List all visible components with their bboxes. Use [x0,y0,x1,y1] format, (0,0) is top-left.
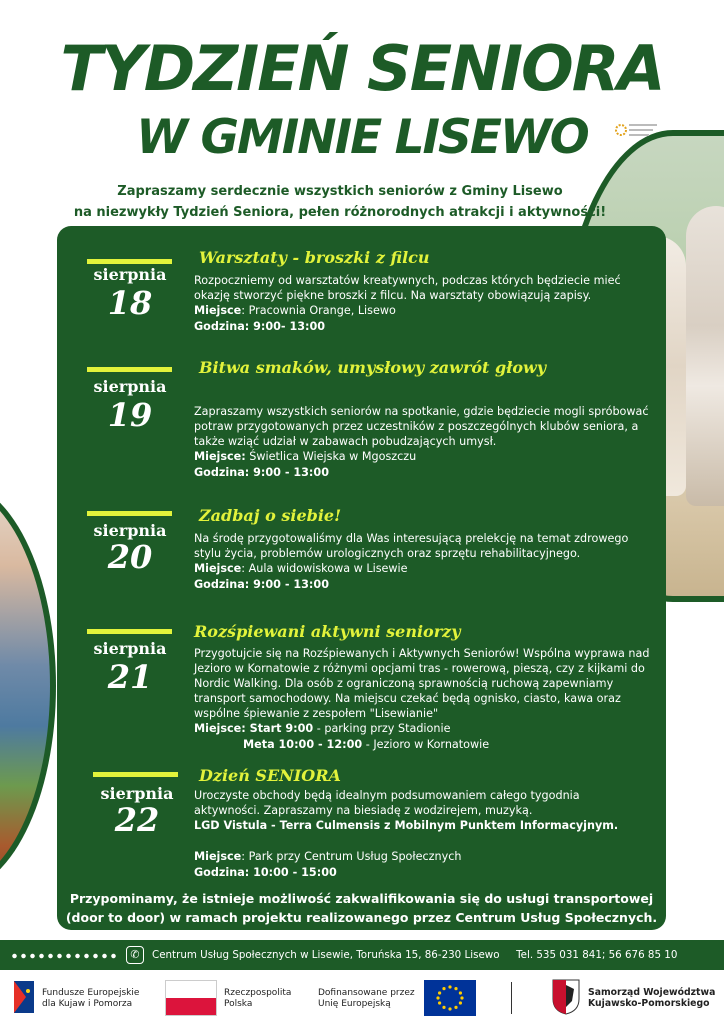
reminder-line-2: (door to door) w ramach projektu realizowanego przez Centrum Usług Społecznych. [65,910,658,925]
event-day: 22 [114,801,160,839]
event-extra: LGD Vistula - Terra Culmensis z Mobilnym Punktem Informacyjnym. [194,819,619,832]
event-day: 20 [107,538,153,576]
date-accent-bar [87,259,172,264]
intro-line-2: na niezwykły Tydzień Seniora, pełen różnorodnych atrakcji i aktywności! [73,205,607,220]
reminder-line-1: Przypominamy, że istnieje możliwość zakwalifikowania się do usługi transportowej [69,891,654,906]
sw-line-2: Kujawsko-Pomorskiego [588,998,710,1009]
event-day: 21 [107,658,153,696]
fe-line-2: dla Kujaw i Pomorza [42,999,133,1009]
event-title: Warsztaty - broszki z filcu [199,248,430,267]
eu-flag-icon [424,980,476,1016]
event-time: Godzina: 9:00- 13:00 [194,320,326,333]
event-details [194,788,634,880]
intro-line-1: Zapraszamy serdecznie wszystkich seniorów z Gminy Lisewo [117,184,563,199]
meta-label: Meta 10:00 - 12:00 [243,738,363,751]
event-place: : Aula widowiskowa w Lisewie [241,562,408,575]
date-accent-bar [87,629,172,634]
rp-line-1: Rzeczpospolita [224,988,292,998]
voivodeship-coat-of-arms-icon [552,979,580,1015]
date-accent-bar [87,511,172,516]
fe-line-1: Fundusze Europejskie [42,988,140,998]
title-line-1: TYDZIEŃ SENIORA [60,32,664,105]
event-description: Zapraszamy wszystkich seniorów na spotkanie, gdzie będziecie mogli spróbować potraw przygotowanych przez uczestników z poszczególnych klubów seniora, a także wziąć udział w zabawach pobudzających umysł. [194,405,649,448]
event-month: sierpnia [93,639,167,658]
eu-funding-text [318,988,415,1010]
european-funds-text [42,988,139,1010]
european-funds-logo-icon [12,979,36,1015]
event-place: : Pracownia Orange, Lisewo [241,304,396,317]
event-time: Godzina: 9:00 - 13:00 [194,466,329,479]
dots-decoration-icon [10,952,120,960]
footer-phone: Tel. 535 031 841; 56 676 85 10 [516,949,678,961]
place-label: Miejsce [194,850,242,863]
start-place: - parking przy Stadionie [313,722,451,735]
voivodeship-text [588,987,715,1009]
date-accent-bar [87,367,172,372]
event-description: Na środę przygotowaliśmy dla Was interesującą prelekcję na temat zdrowego stylu życia, problemów urologicznych oraz sprzętu rehabilitacyjnego. [194,532,629,560]
phone-icon: ✆ [126,946,144,964]
place-label: Miejsce: [194,450,246,463]
event-details [194,531,656,592]
event-description: Przygotujcie się na Rozśpiewanych i Aktywnych Seniorów! Wspólna wyprawa nad Jezioro w Kornatowie z różnymi opcjami tras - rowerową, pieszą, czy z kijkami do Nordic Walking. Dla osób z ograniczoną sprawnością ruchową zapewniamy transport samochodowy. Na miejscu czekać będą ognisko, ciasto, kawa oraz wspólne śpiewanie z zespołem "Lisewianie" [194,647,650,720]
ue-line-1: Dofinansowane przez [318,988,415,998]
event-month: sierpnia [93,265,167,284]
event-title: Zadbaj o siebie! [199,506,342,525]
transport-reminder [57,889,666,927]
event-details [194,404,656,480]
place-label: Miejsce [194,304,242,317]
events-panel [57,226,666,930]
event-description: Rozpoczniemy od warsztatów kreatywnych, podczas których będziecie mieć okazję stworzyć piękne broszki z filcu. Na warsztaty obowiązują zapisy. [194,274,621,302]
event-place: : Park przy Centrum Usług Społecznych [241,850,462,863]
start-label: Start 9:00 [249,722,314,735]
poland-text [224,988,291,1010]
event-month: sierpnia [93,521,167,540]
footer-address: Centrum Usług Społecznych w Lisewie, Toruńska 15, 86-230 Lisewo [152,949,500,961]
footer-contact [152,948,677,962]
event-time: Godzina: 9:00 - 13:00 [194,578,329,591]
polish-flag-icon [165,980,217,1016]
sw-line-1: Samorząd Województwa [588,987,716,998]
place-label: Miejsce [194,562,242,575]
event-title: Dzień SENIORA [199,766,341,785]
intro-text [40,181,640,223]
logo-divider [511,982,512,1014]
photo-figure-man [686,206,724,506]
event-details [194,273,656,334]
organizer-logo-icon [615,120,659,140]
meta-place: - Jezioro w Kornatowie [362,738,490,751]
event-title: Rozśpiewani aktywni seniorzy [194,622,461,641]
event-time: Godzina: 10:00 - 15:00 [194,866,337,879]
event-day: 18 [107,284,153,322]
ue-line-2: Unię Europejską [318,999,391,1009]
funding-logos-bar [0,974,724,1024]
event-title: Bitwa smaków, umysłowy zawrót głowy [199,358,547,377]
senior-gardening-photo [0,480,56,892]
event-details [194,646,656,752]
rp-line-2: Polska [224,999,253,1009]
place-label: Miejsce: [194,722,250,735]
title-line-2: W GMINIE LISEWO [136,110,588,165]
event-month: sierpnia [100,784,174,803]
event-description: Uroczyste obchody będą idealnym podsumowaniem całego tygodnia aktywności. Zapraszamy na biesiadę z wodzirejem, muzyką. [194,789,580,817]
date-accent-bar [93,772,178,777]
event-place: Świetlica Wiejska w Mgoszczu [245,450,417,463]
contact-footer [0,940,724,970]
event-day: 19 [107,396,153,434]
event-month: sierpnia [93,377,167,396]
